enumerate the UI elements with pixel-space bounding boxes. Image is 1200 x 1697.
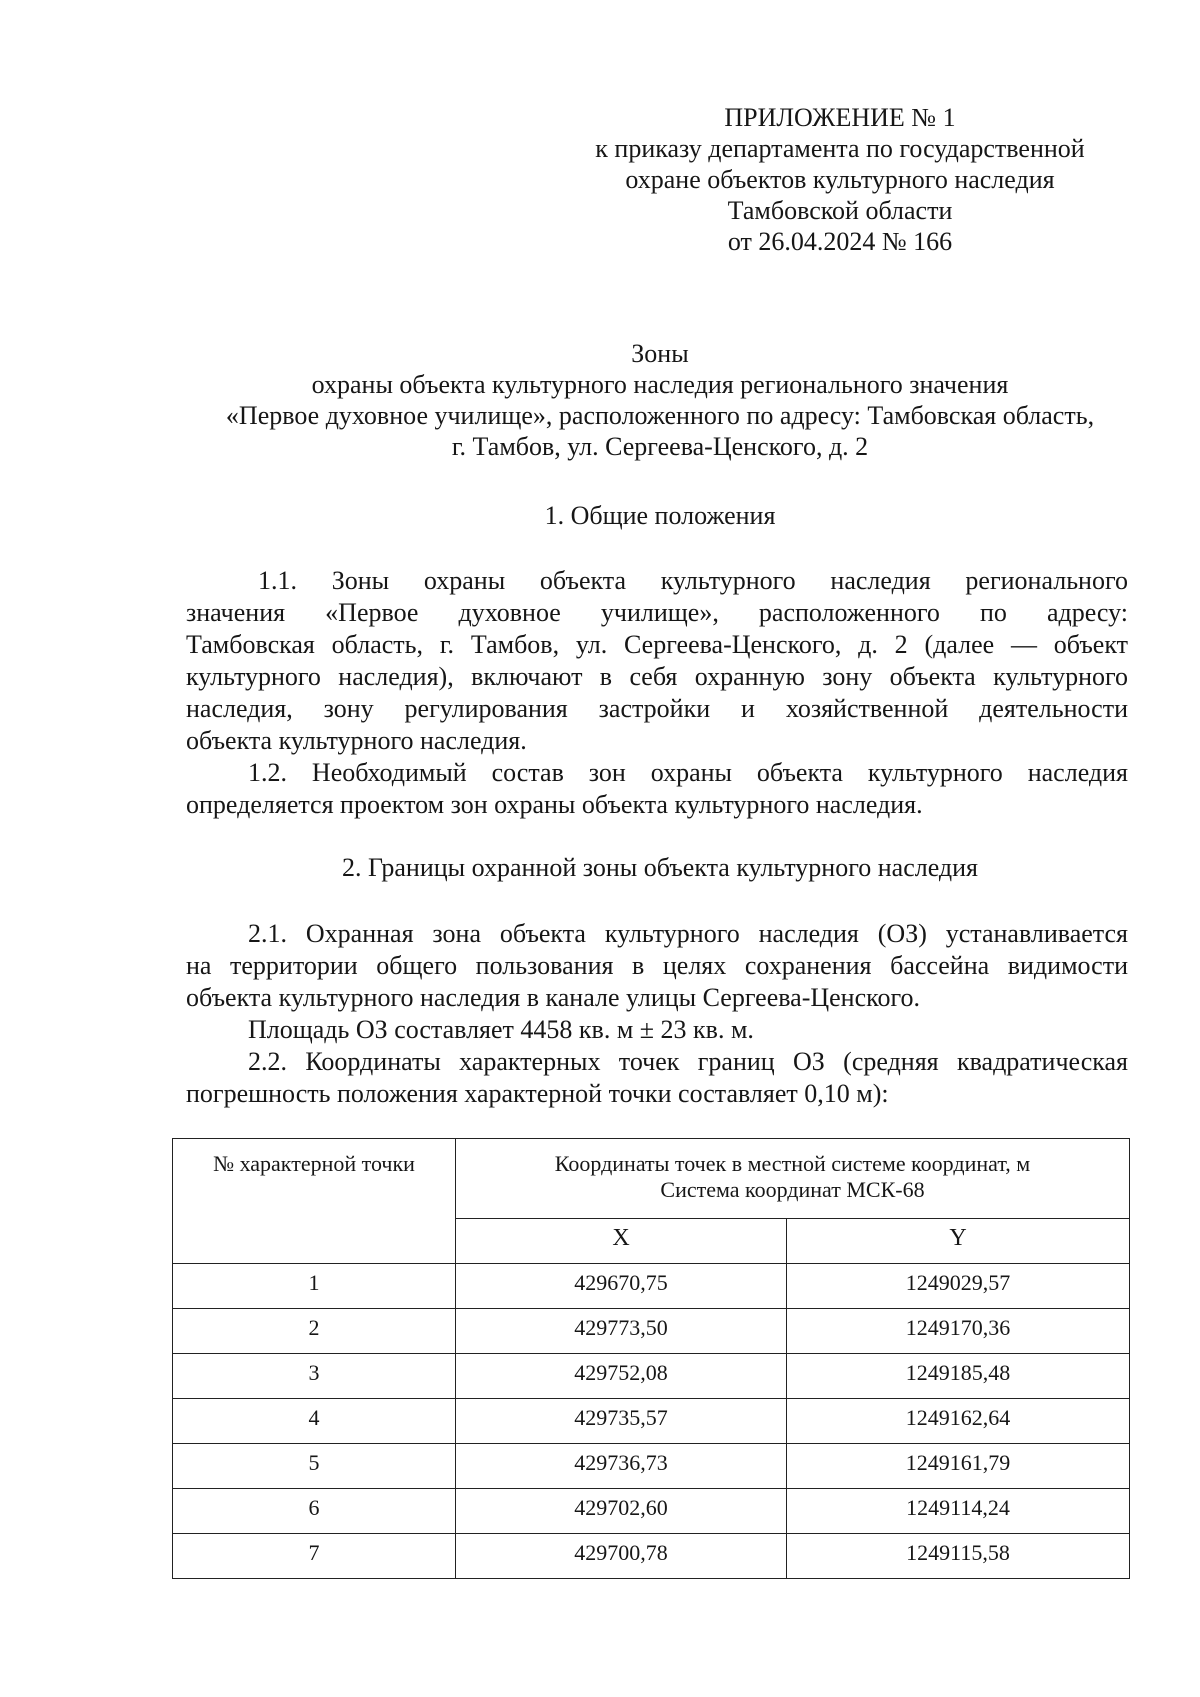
title-line-1: Зоны [631,339,689,368]
point-number: 6 [173,1489,456,1534]
paragraph-line: 1.2. Необходимый состав зон охраны объекта культурного наследия [248,758,1128,787]
paragraph-1-2 [186,757,1128,821]
paragraph-line: наследия, зону регулирования застройки и хозяйственной деятельности [186,694,1128,723]
col-point-number-header: № характерной точки [173,1139,456,1264]
coord-y: 1249115,58 [787,1534,1130,1579]
table-row [173,1309,1130,1354]
paragraph-line: определяется проектом зон охраны объекта культурного наследия. [186,790,923,819]
point-number: 1 [173,1264,456,1309]
paragraph-line: объекта культурного наследия в канале улицы Сергеева-Ценского. [186,983,920,1012]
point-number: 3 [173,1354,456,1399]
table-row [173,1444,1130,1489]
title-line-2: охраны объекта культурного наследия регионального значения [311,370,1009,399]
coord-x: 429773,50 [456,1309,787,1354]
paragraph-line: на территории общего пользования в целях сохранения бассейна видимости [186,951,1128,980]
paragraph-line: 2.1. Охранная зона объекта культурного наследия (ОЗ) устанавливается [248,919,1128,948]
paragraph-line: 2.2. Координаты характерных точек границ ОЗ (средняя квадратическая [248,1047,1128,1076]
coord-x: 429736,73 [456,1444,787,1489]
appendix-line-3: Тамбовской области [727,196,953,225]
coordinates-table [172,1138,1130,1579]
table-row [173,1489,1130,1534]
section-1-heading: 1. Общие положения [544,501,776,530]
col-y-header: Y [787,1218,1130,1263]
paragraph-line: 1.1. Зоны охраны объекта культурного наследия регионального [258,566,1128,595]
paragraph-line: объекта культурного наследия. [186,726,527,755]
table-header-row [173,1139,1130,1219]
paragraph-line: погрешность положения характерной точки составляет 0,10 м): [186,1079,889,1108]
coord-y: 1249114,24 [787,1489,1130,1534]
paragraph-1-1 [186,565,1128,757]
coord-y: 1249185,48 [787,1354,1130,1399]
paragraph-line: культурного наследия), включают в себя охранную зону объекта культурного [186,662,1128,691]
appendix-title: ПРИЛОЖЕНИЕ № 1 [724,103,956,132]
appendix-header [560,102,1120,257]
coord-y: 1249029,57 [787,1264,1130,1309]
coordinates-header-line-2: Система координат МСК-68 [660,1177,925,1202]
table-row [173,1534,1130,1579]
appendix-line-2: охране объектов культурного наследия [625,165,1055,194]
coord-y: 1249170,36 [787,1309,1130,1354]
coordinates-header-line-1: Координаты точек в местной системе координат, м [554,1151,1031,1176]
section-2-heading: 2. Границы охранной зоны объекта культурного наследия [341,853,979,882]
paragraph-line: значения «Первое духовное училище», расположенного по адресу: [186,598,1128,627]
table-row [173,1354,1130,1399]
coord-x: 429700,78 [456,1534,787,1579]
appendix-line-1: к приказу департамента по государственной [595,134,1085,163]
col-x-header: Х [456,1218,787,1263]
coord-y: 1249161,79 [787,1444,1130,1489]
title-line-4: г. Тамбов, ул. Сергеева-Ценского, д. 2 [451,432,869,461]
point-number: 4 [173,1399,456,1444]
col-coordinates-header [456,1139,1130,1219]
point-number: 5 [173,1444,456,1489]
coord-x: 429670,75 [456,1264,787,1309]
coord-x: 429752,08 [456,1354,787,1399]
point-number: 7 [173,1534,456,1579]
coord-x: 429735,57 [456,1399,787,1444]
coord-x: 429702,60 [456,1489,787,1534]
table-row [173,1399,1130,1444]
title-line-3: «Первое духовное училище», расположенного по адресу: Тамбовская область, [225,401,1095,430]
coord-y: 1249162,64 [787,1399,1130,1444]
area-line: Площадь ОЗ составляет 4458 кв. м ± 23 кв. м. [248,1015,754,1044]
appendix-line-4: от 26.04.2024 № 166 [727,227,953,256]
paragraph-2-1 [186,918,1128,1110]
point-number: 2 [173,1309,456,1354]
paragraph-line: Тамбовская область, г. Тамбов, ул. Сергеева-Ценского, д. 2 (далее — объект [186,630,1128,659]
table-row [173,1264,1130,1309]
document-title [165,338,1155,462]
